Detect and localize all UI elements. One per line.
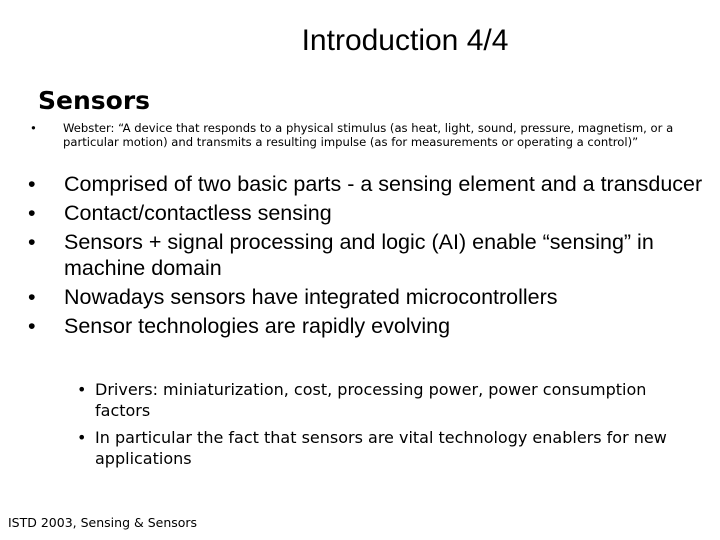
sub-list-item [73, 379, 703, 421]
bullet-icon: • [77, 380, 87, 399]
slide-title: Introduction 4/4 [301, 24, 509, 57]
main-list-item-text: Contact/contactless sensing [64, 201, 332, 225]
slide-footer: ISTD 2003, Sensing & Sensors [8, 515, 198, 530]
sub-list-item-text: Drivers: miniaturization, cost, processing power, power consumption factors [95, 380, 647, 420]
definition-text: Webster: “A device that responds to a physical stimulus (as heat, light, sound, pressure, magnetism, or a particular motion) and transmits a resulting impulse (as for measurements or operating a control)” [63, 121, 674, 149]
main-list-item [28, 200, 708, 226]
sub-list-item-text: In particular the fact that sensors are vital technology enablers for new applications [95, 428, 667, 468]
main-list-item [28, 171, 708, 197]
bullet-icon: • [77, 428, 87, 447]
section-heading: Sensors [38, 86, 151, 115]
main-list-item-text: Sensors + signal processing and logic (AI) enable “sensing” in machine domain [64, 230, 654, 280]
sub-bullet-list [73, 379, 703, 475]
bullet-icon: • [28, 314, 36, 338]
main-list-item-text: Sensor technologies are rapidly evolving [64, 314, 451, 338]
main-list-item-text: Comprised of two basic parts - a sensing element and a transducer [64, 172, 703, 196]
bullet-icon: • [28, 285, 36, 309]
bullet-icon: • [30, 121, 37, 135]
bullet-icon: • [28, 172, 36, 196]
bullet-icon: • [28, 230, 36, 254]
main-list-item [28, 229, 708, 281]
main-bullet-list [28, 171, 708, 342]
bullet-icon: • [28, 201, 36, 225]
main-list-item [28, 313, 708, 339]
main-list-item [28, 284, 708, 310]
sub-list-item [73, 427, 703, 469]
main-list-item-text: Nowadays sensors have integrated microcontrollers [64, 285, 558, 309]
